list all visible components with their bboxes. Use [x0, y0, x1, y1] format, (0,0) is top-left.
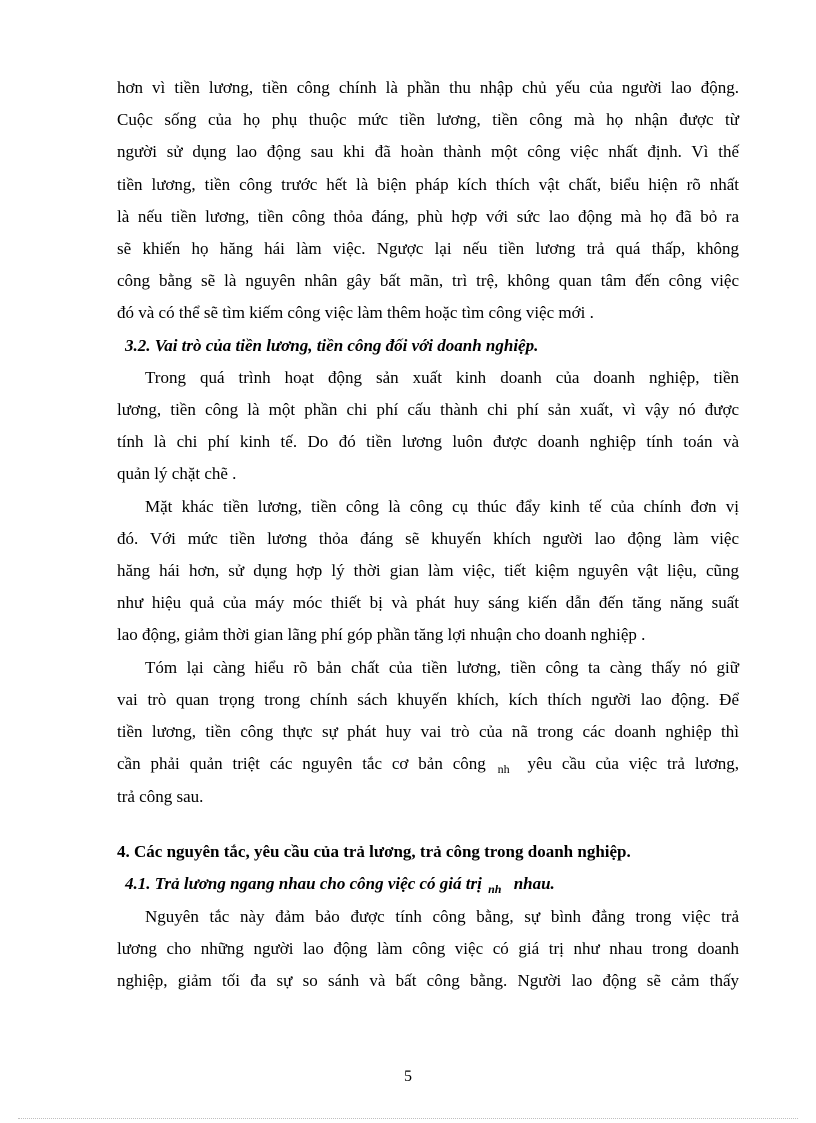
text-line: đó. Với mức tiền lương thỏa đáng sẽ khuyến khích người lao động làm việc	[117, 528, 739, 548]
heading-segment: 4.1. Trả lương ngang nhau cho công việc có giá trị	[125, 873, 482, 893]
text-line: vai trò quan trọng trong chính sách khuyến khích, kích thích người lao động. Để	[117, 689, 739, 709]
text-line: lương cho những người lao động làm công việc có giá trị như nhau trong doanh	[117, 939, 739, 959]
text-line: Mặt khác tiền lương, tiền công là công cụ thúc đẩy kinh tế của chính đơn vị	[145, 496, 739, 516]
text-line: Trong quá trình hoạt động sản xuất kinh doanh của doanh nghiệp, tiền	[145, 367, 739, 387]
text-line: Nguyên tắc này đảm bảo được tính công bằng, sự bình đẳng trong việc trả	[145, 907, 739, 927]
text-line: là nếu tiền lương, tiền công thỏa đáng, phù hợp với sức lao động mà họ đã bỏ ra	[117, 206, 739, 226]
text-line: tiền lương, tiền công thực sự phát huy vai trò của nã trong các doanh nghiệp thì	[117, 722, 739, 742]
page-bottom-divider	[18, 1118, 798, 1119]
text-line: lương, tiền công là một phần chi phí cấu thành chi phí sản xuất, vì vậy nó được	[117, 400, 739, 420]
subscript-fragment: nh	[488, 881, 502, 896]
paragraph-summary	[117, 652, 739, 814]
text-line	[117, 748, 739, 781]
text-line: sẽ khiến họ hăng hái làm việc. Ngược lại nếu tiền lương trả quá thấp, không	[117, 239, 739, 259]
text-line: công bằng sẽ là nguyên nhân gây bất mãn, trì trệ, không quan tâm đến công việc	[117, 271, 739, 291]
text-segment: cần phải quản triệt các nguyên tắc cơ bản công	[117, 754, 486, 774]
text-line: tính là chi phí kinh tế. Do đó tiền lương luôn được doanh nghiệp tính toán và	[117, 432, 739, 452]
heading-4-1	[117, 868, 739, 901]
text-line: hơn vì tiền lương, tiền công chính là phần thu nhập chủ yếu của người lao động.	[117, 78, 739, 97]
text-line: người sử dụng lao động sau khi đã hoàn thành một công việc nhất định. Vì thế	[117, 142, 739, 162]
text-line: như hiệu quả của máy móc thiết bị và phát huy sáng kiến dẫn đến tăng năng suất	[117, 593, 739, 613]
paragraph-salary-employee-role	[117, 72, 739, 330]
paragraph-economic-tool	[117, 491, 739, 652]
text-line: nghiệp, giảm tối đa sự so sánh và bất công bằng. Người lao động sẽ cảm thấy	[117, 971, 739, 991]
text-segment: yêu cầu của việc trả lương,	[527, 754, 740, 774]
paragraph-equal-pay	[117, 901, 739, 998]
paragraph-production-cost	[117, 362, 739, 491]
text-line: Tóm lại càng hiểu rõ bản chất của tiền lương, tiền công ta càng thấy nó giữ	[145, 657, 739, 677]
text-line: lao động, giảm thời gian lãng phí góp phần tăng lợi nhuận cho doanh nghiệp .	[117, 625, 646, 645]
heading-4: 4. Các nguyên tắc, yêu cầu của trả lương, trả công trong doanh nghiệp.	[117, 841, 631, 861]
text-line: hăng hái hơn, sử dụng hợp lý thời gian làm việc, tiết kiệm nguyên vật liệu, cũng	[117, 561, 739, 581]
text-line: đó và có thể sẽ tìm kiếm công việc làm thêm hoặc tìm công việc mới .	[117, 303, 594, 323]
text-line: quản lý chặt chẽ .	[117, 464, 237, 484]
page-body	[117, 72, 739, 998]
text-line: trả công sau.	[117, 787, 204, 807]
subscript-fragment: nh	[497, 762, 510, 777]
heading-segment: nhau.	[513, 873, 555, 893]
text-line: Cuộc sống của họ phụ thuộc mức tiền lương, tiền công mà họ nhận được từ	[117, 110, 739, 130]
page-number: 5	[404, 1068, 412, 1085]
heading-3-2: 3.2. Vai trò của tiền lương, tiền công đối với doanh nghiệp.	[125, 335, 539, 355]
text-line: tiền lương, tiền công trước hết là biện pháp kích thích vật chất, biểu hiện rõ nhất	[117, 174, 739, 194]
